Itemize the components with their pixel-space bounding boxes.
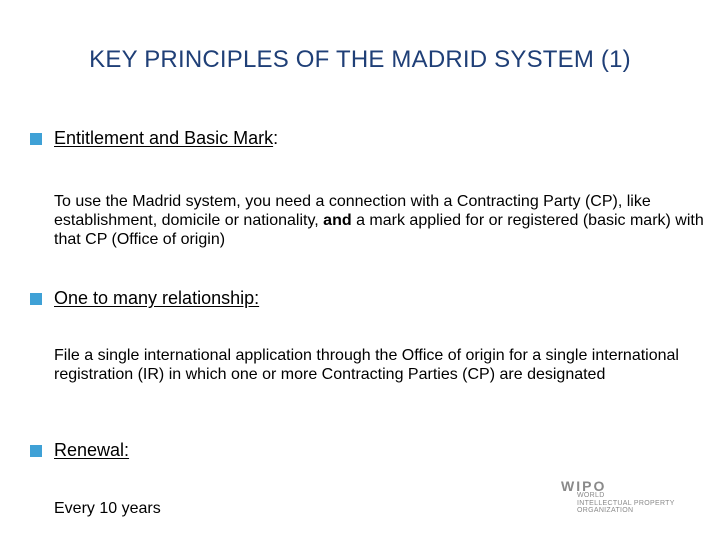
bullet-square-icon — [30, 293, 42, 305]
logo-line-1: WORLD — [577, 492, 605, 499]
logo-line-3: ORGANIZATION — [577, 507, 634, 514]
section-heading: Renewal: — [54, 440, 130, 460]
bullet-square-icon — [30, 133, 42, 145]
text-bold-and: and — [323, 212, 352, 229]
text-part-2: a mark applied for or registered (basic mark) with that CP (Office of origin) — [54, 212, 704, 248]
section-heading: One to many relationship: — [54, 288, 260, 308]
slide-title: KEY PRINCIPLES OF THE MADRID SYSTEM (1) — [89, 46, 631, 73]
logo-wordmark: WIPO — [561, 478, 607, 494]
heading-colon: : — [273, 128, 279, 148]
section-text — [54, 192, 704, 249]
text-part-1: To use the Madrid system, you need a connection with a Contracting Party (CP), like establishment, domicile or nationality, — [54, 193, 651, 229]
section-heading: Entitlement and Basic Mark — [54, 128, 274, 148]
section-text: File a single international application through the Office of origin for a single international registration (IR) in which one or more Contracting Parties (CP) are designated — [54, 347, 679, 383]
logo-line-2: INTELLECTUAL PROPERTY — [577, 500, 675, 507]
section-one-to-many — [30, 288, 259, 309]
section-entitlement — [30, 128, 278, 149]
wipo-logo — [561, 478, 701, 518]
bullet-square-icon — [30, 445, 42, 457]
section-text: Every 10 years — [54, 500, 161, 517]
section-renewal — [30, 440, 129, 461]
